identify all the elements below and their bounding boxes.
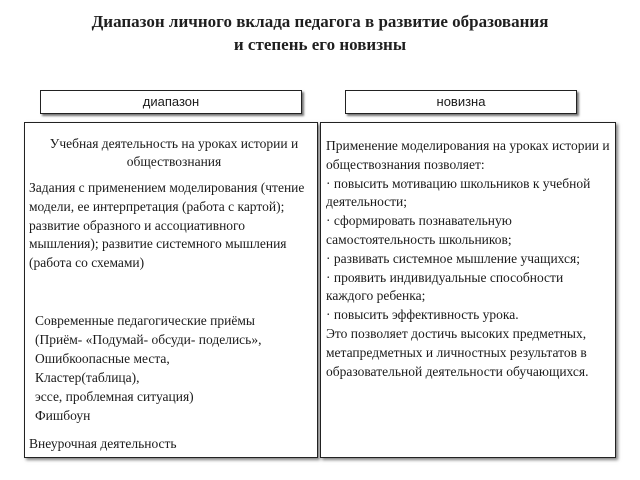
technique-line: Кластер(таблица), [35, 370, 140, 385]
page-title [20, 10, 620, 56]
extracurricular-text: Внеурочная деятельность [29, 436, 177, 451]
novelty-conclusion: Это позволяет достичь высоких предметных, метапредметных и личностных результатов в образовательной деятельности обучающихся. [326, 325, 589, 379]
technique-line: эссе, проблемная ситуация) [35, 389, 194, 404]
novelty-bullet: · проявить индивидуальные способности каждого ребенка; [326, 269, 564, 304]
novelty-header: новизна [345, 90, 577, 114]
novelty-bullet: · сформировать познавательную самостоятельность школьников; [326, 213, 512, 247]
novelty-intro: Применение моделирования на уроках истории и обществознания позволяет: [326, 138, 610, 172]
technique-line: Современные педагогические приёмы [35, 313, 255, 328]
novelty-text [326, 137, 612, 381]
novelty-panel [320, 122, 616, 458]
technique-line: Ошибкоопасные места, [35, 351, 170, 366]
range-header: диапазон [40, 90, 302, 114]
range-panel [24, 122, 318, 458]
title-line-2: и степень его новизны [233, 35, 407, 54]
lesson-activity-heading: Учебная деятельность на уроках истории и обществознания [49, 136, 299, 169]
technique-line: Фишбоун [35, 408, 91, 423]
title-line-1: Диапазон личного вклада педагога в развитие образования [91, 12, 549, 31]
techniques-list [35, 311, 315, 425]
novelty-bullet: · развивать системное мышление учащихся; [326, 250, 580, 266]
technique-line: (Приём- «Подумай- обсуди- поделись», [35, 332, 262, 347]
novelty-bullet: · повысить эффективность урока. [326, 307, 519, 323]
modeling-tasks-text: Задания с применением моделирования (чтение модели, ее интерпретация (работа с картой); развитие образного и ассоциативного мышления); развитие системного мышления (работа со схемами) [29, 180, 305, 271]
novelty-bullet: · повысить мотивацию школьников к учебной деятельности; [326, 175, 591, 210]
